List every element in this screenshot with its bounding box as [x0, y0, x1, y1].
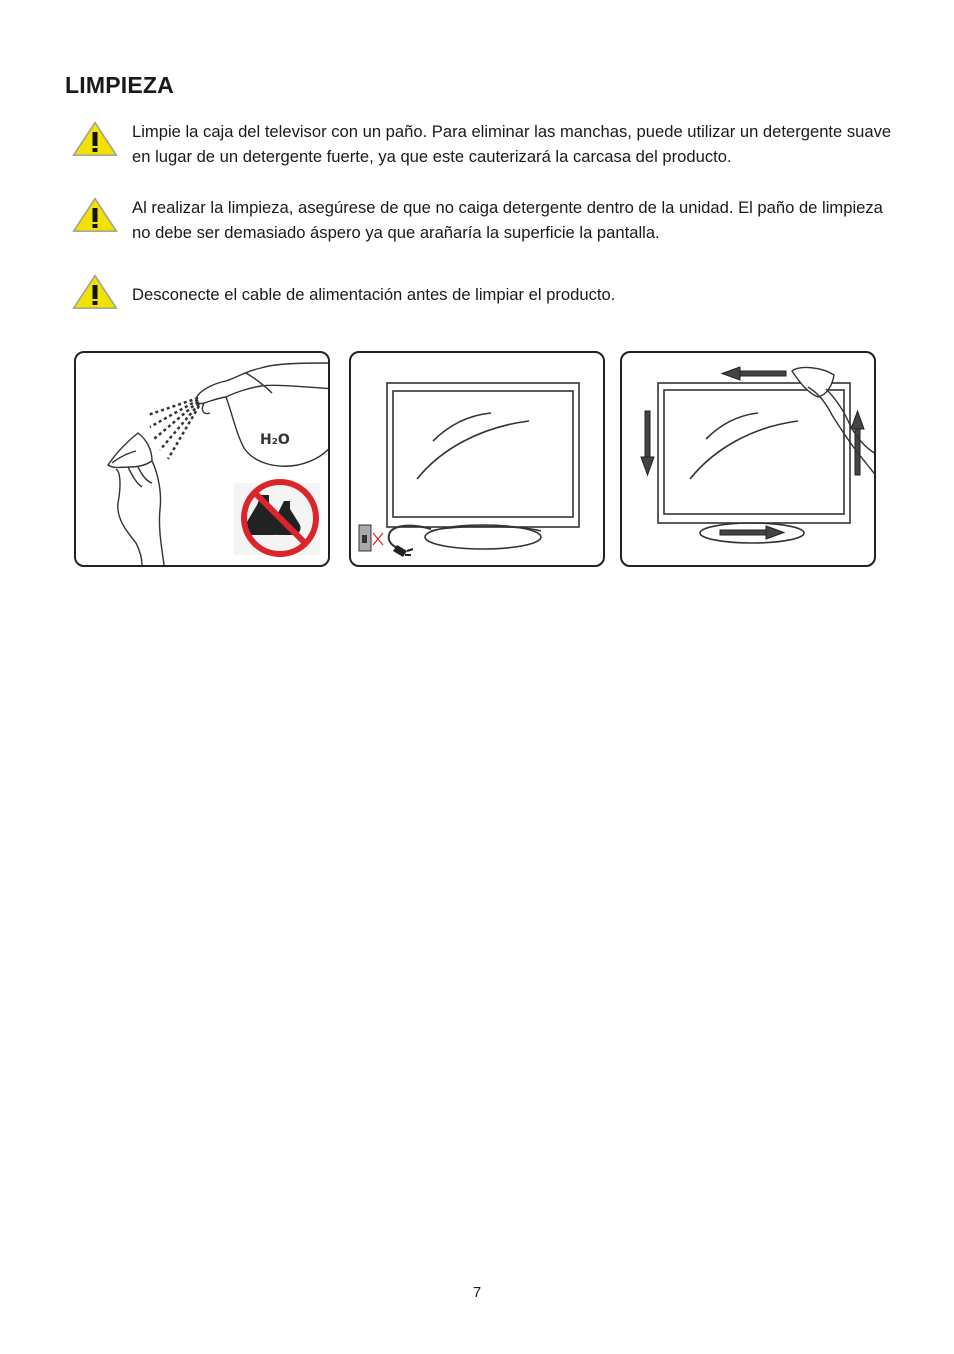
illustration-spray-cloth [74, 351, 330, 567]
monitor-unplug-illustration [351, 353, 603, 565]
no-chemicals-icon [234, 482, 320, 555]
spray-label: H₂O [260, 432, 290, 448]
spray-illustration [76, 353, 328, 565]
monitor-wipe-illustration [622, 353, 876, 565]
illustration-unplug [349, 351, 605, 567]
warning-triangle-icon [70, 195, 120, 235]
monitor-icon [658, 383, 850, 543]
illustration-wipe-screen [620, 351, 876, 567]
warning-text: Al realizar la limpieza, asegúrese de que no caiga detergente dentro de la unidad. El paño de limpieza no debe ser demasiado áspero ya que arañaría la superficie la pantalla. [132, 198, 883, 242]
warning-triangle-icon [70, 272, 120, 312]
monitor-icon [387, 383, 579, 549]
spray-bottle-icon [196, 363, 328, 466]
hand-cloth-icon [108, 433, 164, 565]
warning-text: Desconecte el cable de alimentación antes de limpiar el producto. [132, 285, 616, 304]
warning-triangle-icon [70, 119, 120, 159]
spray-mist-icon [148, 398, 199, 459]
page-title: LIMPIEZA [65, 72, 174, 98]
hand-cloth-icon [792, 368, 876, 481]
warning-text: Limpie la caja del televisor con un paño. Para eliminar las manchas, puede utilizar un detergente suave en lugar de un detergente fuerte, ya que este cauterizará la carcasa del producto. [132, 122, 892, 166]
power-plug-icon [389, 526, 431, 557]
page-number: 7 [472, 1284, 482, 1301]
wall-socket-icon [359, 525, 383, 551]
